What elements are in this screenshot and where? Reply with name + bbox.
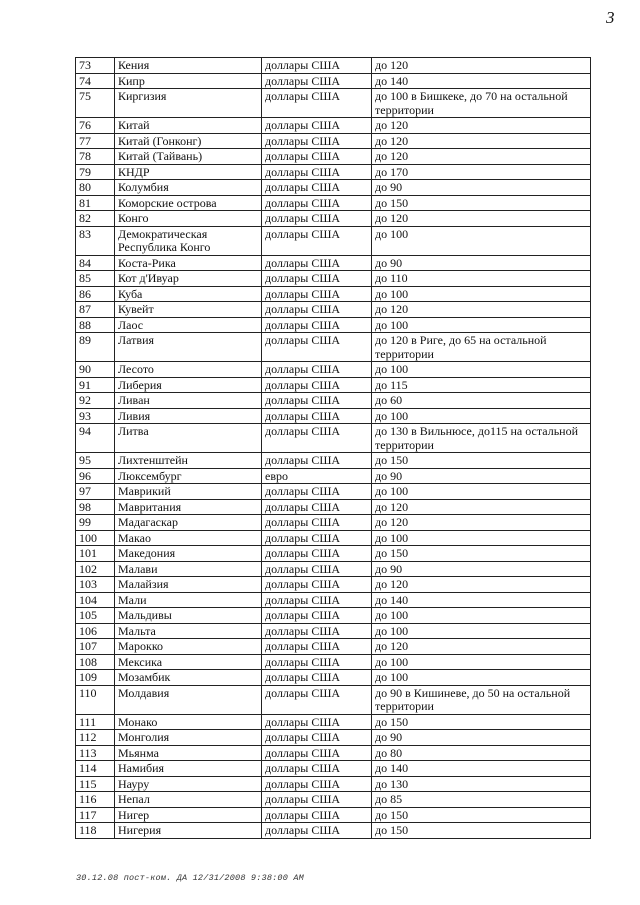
rate-cell: до 150 [372,807,591,823]
row-number-cell: 100 [76,530,115,546]
country-cell: Мексика [115,654,262,670]
currency-cell: доллары США [262,226,372,255]
currency-cell: доллары США [262,180,372,196]
table-row [76,408,591,424]
country-cell: Мозамбик [115,670,262,686]
country-cell: Либерия [115,377,262,393]
rate-cell: до 120 [372,302,591,318]
row-number-cell: 106 [76,623,115,639]
row-number-cell: 93 [76,408,115,424]
currency-cell: доллары США [262,685,372,714]
row-number-cell: 81 [76,195,115,211]
table-row [76,654,591,670]
rate-cell: до 120 в Риге, до 65 на остальной территории [372,333,591,362]
table-row [76,546,591,562]
currency-cell: евро [262,468,372,484]
row-number-cell: 117 [76,807,115,823]
row-number-cell: 95 [76,453,115,469]
currency-cell: доллары США [262,792,372,808]
country-cell: Нигерия [115,823,262,839]
currency-cell: доллары США [262,823,372,839]
rate-cell: до 140 [372,73,591,89]
country-cell: Люксембург [115,468,262,484]
currency-cell: доллары США [262,670,372,686]
table-row [76,180,591,196]
table-row [76,639,591,655]
currency-cell: доллары США [262,211,372,227]
row-number-cell: 109 [76,670,115,686]
table-row [76,577,591,593]
currency-cell: доллары США [262,561,372,577]
row-number-cell: 76 [76,118,115,134]
table-row [76,468,591,484]
currency-cell: доллары США [262,654,372,670]
country-cell: Намибия [115,761,262,777]
table-row [76,714,591,730]
rate-cell: до 120 [372,639,591,655]
country-cell: Мьянма [115,745,262,761]
row-number-cell: 91 [76,377,115,393]
country-cell: Мавритания [115,499,262,515]
country-cell: Кот д'Ивуар [115,271,262,287]
table-row [76,377,591,393]
country-cell: Колумбия [115,180,262,196]
currency-cell: доллары США [262,608,372,624]
currency-cell: доллары США [262,362,372,378]
table-row [76,623,591,639]
table-row [76,608,591,624]
table-row [76,484,591,500]
rate-cell: до 100 [372,530,591,546]
country-cell: Маврикий [115,484,262,500]
table-row [76,133,591,149]
row-number-cell: 118 [76,823,115,839]
country-cell: Молдавия [115,685,262,714]
table-row [76,592,591,608]
table-row [76,792,591,808]
row-number-cell: 102 [76,561,115,577]
row-number-cell: 86 [76,286,115,302]
table-row [76,761,591,777]
rate-cell: до 100 [372,608,591,624]
country-cell: Киргизия [115,89,262,118]
country-cell: Мальдивы [115,608,262,624]
country-cell: Малави [115,561,262,577]
country-cell: Макао [115,530,262,546]
table-row [76,776,591,792]
row-number-cell: 79 [76,164,115,180]
table-row [76,195,591,211]
rate-cell: до 90 [372,730,591,746]
row-number-cell: 108 [76,654,115,670]
currency-cell: доллары США [262,484,372,500]
currency-cell: доллары США [262,73,372,89]
currency-cell: доллары США [262,377,372,393]
currency-cell: доллары США [262,714,372,730]
row-number-cell: 83 [76,226,115,255]
table-body [76,58,591,839]
country-cell: Науру [115,776,262,792]
country-cell: Лесото [115,362,262,378]
row-number-cell: 97 [76,484,115,500]
rate-cell: до 100 в Бишкеке, до 70 на остальной территории [372,89,591,118]
table-row [76,453,591,469]
country-cell: Малайзия [115,577,262,593]
table-row [76,164,591,180]
row-number-cell: 78 [76,149,115,165]
country-cell: Непал [115,792,262,808]
currency-cell: доллары США [262,149,372,165]
rate-cell: до 100 [372,362,591,378]
row-number-cell: 75 [76,89,115,118]
currency-cell: доллары США [262,623,372,639]
country-cell: Конго [115,211,262,227]
table-row [76,286,591,302]
rate-cell: до 100 [372,670,591,686]
table-row [76,317,591,333]
country-cell: Лихтенштейн [115,453,262,469]
rate-cell: до 90 [372,180,591,196]
rate-cell: до 130 в Вильнюсе, до115 на остальной территории [372,424,591,453]
currency-cell: доллары США [262,453,372,469]
currency-cell: доллары США [262,515,372,531]
table-row [76,745,591,761]
table-row [76,807,591,823]
currency-cell: доллары США [262,408,372,424]
table-row [76,670,591,686]
currency-cell: доллары США [262,499,372,515]
country-cell: Марокко [115,639,262,655]
row-number-cell: 74 [76,73,115,89]
page-number: 3 [606,8,615,27]
currency-cell: доллары США [262,302,372,318]
rate-cell: до 140 [372,761,591,777]
table-row [76,226,591,255]
rate-cell: до 120 [372,58,591,74]
table-row [76,823,591,839]
currency-cell: доллары США [262,317,372,333]
country-cell: Лаос [115,317,262,333]
rate-cell: до 150 [372,195,591,211]
currency-cell: доллары США [262,89,372,118]
rate-cell: до 100 [372,623,591,639]
table-row [76,73,591,89]
country-cell: Китай (Тайвань) [115,149,262,165]
table-row [76,333,591,362]
row-number-cell: 107 [76,639,115,655]
currency-cell: доллары США [262,286,372,302]
rate-cell: до 140 [372,592,591,608]
currency-cell: доллары США [262,592,372,608]
table-row [76,499,591,515]
rate-cell: до 100 [372,226,591,255]
rate-cell: до 150 [372,546,591,562]
table-row [76,515,591,531]
country-cell: Китай [115,118,262,134]
currency-cell: доллары США [262,546,372,562]
currency-cell: доллары США [262,255,372,271]
rate-cell: до 90 в Кишиневе, до 50 на остальной территории [372,685,591,714]
country-cell: Коморские острова [115,195,262,211]
rate-cell: до 130 [372,776,591,792]
currency-cell: доллары США [262,133,372,149]
table-row [76,118,591,134]
row-number-cell: 113 [76,745,115,761]
row-number-cell: 88 [76,317,115,333]
country-cell: Китай (Гонконг) [115,133,262,149]
rate-cell: до 100 [372,654,591,670]
row-number-cell: 94 [76,424,115,453]
country-cell: Кипр [115,73,262,89]
currency-cell: доллары США [262,761,372,777]
table-row [76,149,591,165]
row-number-cell: 110 [76,685,115,714]
rate-cell: до 100 [372,408,591,424]
row-number-cell: 87 [76,302,115,318]
rate-cell: до 80 [372,745,591,761]
country-cell: Монголия [115,730,262,746]
row-number-cell: 85 [76,271,115,287]
table-row [76,255,591,271]
rate-cell: до 60 [372,393,591,409]
row-number-cell: 90 [76,362,115,378]
table-row [76,211,591,227]
rate-cell: до 150 [372,453,591,469]
row-number-cell: 84 [76,255,115,271]
rate-cell: до 120 [372,118,591,134]
table-row [76,730,591,746]
currency-cell: доллары США [262,118,372,134]
row-number-cell: 92 [76,393,115,409]
country-cell: Кувейт [115,302,262,318]
country-cell: Монако [115,714,262,730]
row-number-cell: 111 [76,714,115,730]
country-cell: Мальта [115,623,262,639]
row-number-cell: 114 [76,761,115,777]
table-row [76,362,591,378]
country-cell: КНДР [115,164,262,180]
country-cell: Латвия [115,333,262,362]
currency-cell: доллары США [262,577,372,593]
rate-cell: до 100 [372,286,591,302]
rate-cell: до 100 [372,317,591,333]
table-row [76,393,591,409]
currency-cell: доллары США [262,393,372,409]
row-number-cell: 89 [76,333,115,362]
currency-cell: доллары США [262,58,372,74]
country-cell: Мали [115,592,262,608]
currency-cell: доллары США [262,530,372,546]
row-number-cell: 96 [76,468,115,484]
currency-cell: доллары США [262,639,372,655]
country-cell: Мадагаскар [115,515,262,531]
row-number-cell: 104 [76,592,115,608]
country-cell: Куба [115,286,262,302]
country-cell: Литва [115,424,262,453]
rate-cell: до 120 [372,211,591,227]
rate-cell: до 170 [372,164,591,180]
rate-cell: до 110 [372,271,591,287]
rate-cell: до 90 [372,468,591,484]
rate-cell: до 150 [372,714,591,730]
table-row [76,58,591,74]
currency-cell: доллары США [262,195,372,211]
rate-cell: до 100 [372,484,591,500]
row-number-cell: 82 [76,211,115,227]
rate-cell: до 120 [372,133,591,149]
row-number-cell: 116 [76,792,115,808]
country-cell: Нигер [115,807,262,823]
currency-cell: доллары США [262,271,372,287]
row-number-cell: 73 [76,58,115,74]
country-cell: Македония [115,546,262,562]
table-row [76,424,591,453]
row-number-cell: 101 [76,546,115,562]
row-number-cell: 99 [76,515,115,531]
country-cell: Коста-Рика [115,255,262,271]
row-number-cell: 80 [76,180,115,196]
country-cell: Демократическая Республика Конго [115,226,262,255]
table-row [76,685,591,714]
rate-cell: до 90 [372,255,591,271]
rate-cell: до 120 [372,499,591,515]
rate-cell: до 150 [372,823,591,839]
rate-cell: до 115 [372,377,591,393]
table-row [76,561,591,577]
currency-cell: доллары США [262,776,372,792]
per-diem-rates-table [75,57,591,839]
row-number-cell: 103 [76,577,115,593]
currency-cell: доллары США [262,745,372,761]
table-row [76,302,591,318]
rate-cell: до 90 [372,561,591,577]
row-number-cell: 98 [76,499,115,515]
country-cell: Ливан [115,393,262,409]
row-number-cell: 115 [76,776,115,792]
rate-cell: до 120 [372,577,591,593]
country-cell: Ливия [115,408,262,424]
currency-cell: доллары США [262,164,372,180]
row-number-cell: 112 [76,730,115,746]
row-number-cell: 77 [76,133,115,149]
country-cell: Кения [115,58,262,74]
currency-cell: доллары США [262,424,372,453]
footer-stamp: 30.12.08 пост-ком. ДА 12/31/2008 9:38:00 AM [76,873,304,883]
rate-cell: до 120 [372,149,591,165]
rate-cell: до 120 [372,515,591,531]
currency-cell: доллары США [262,333,372,362]
currency-cell: доллары США [262,730,372,746]
table-row [76,530,591,546]
table-row [76,89,591,118]
row-number-cell: 105 [76,608,115,624]
table-row [76,271,591,287]
currency-cell: доллары США [262,807,372,823]
rate-cell: до 85 [372,792,591,808]
